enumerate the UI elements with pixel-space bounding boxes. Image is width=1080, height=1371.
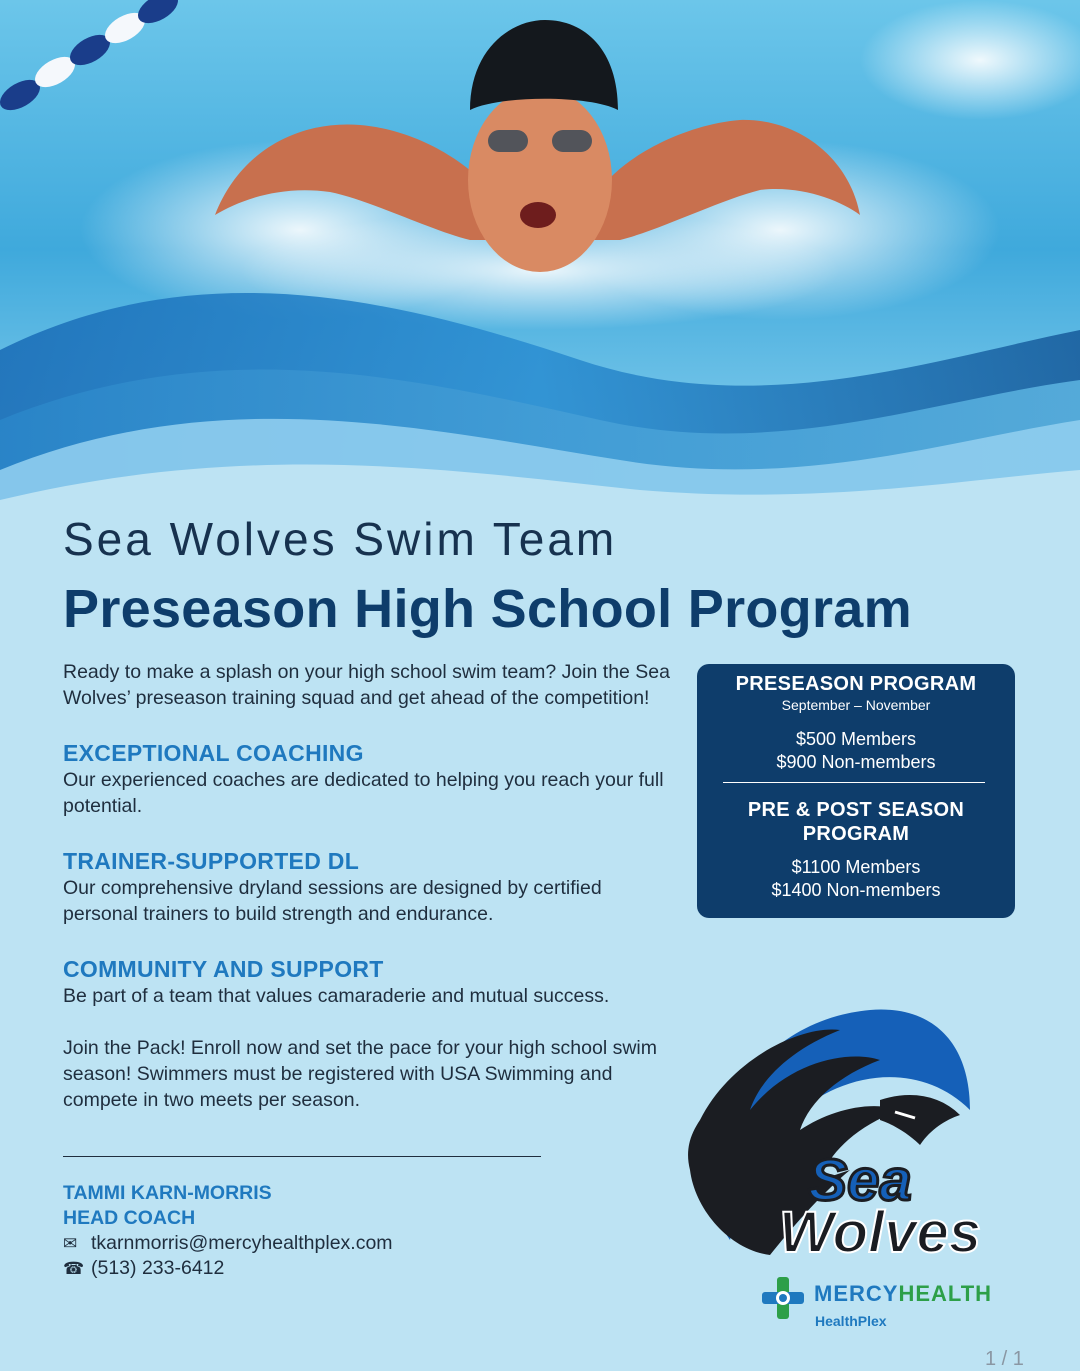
pre-post-heading-line2: PROGRAM	[802, 823, 910, 845]
pricing-divider	[723, 782, 985, 783]
mercy-brand	[814, 1281, 992, 1307]
page-indicator: 1 / 1	[985, 1348, 1024, 1370]
pre-post-pricing	[697, 798, 1015, 902]
mercy-cross-icon	[760, 1275, 806, 1321]
coach-name: TAMMI KARN-MORRIS	[63, 1182, 272, 1204]
phone-row[interactable]	[63, 1256, 393, 1281]
envelope-icon: ✉	[63, 1234, 78, 1253]
logo-line1: Sea	[808, 1148, 912, 1213]
program-description	[63, 659, 673, 1113]
pre-post-member-price: $1100 Members	[791, 857, 921, 877]
mercy-health-logo	[760, 1270, 1030, 1335]
coach-email[interactable]: tkarnmorris@mercyhealthplex.com	[91, 1232, 393, 1254]
contact-block	[63, 1181, 393, 1281]
telephone-icon: ☎	[63, 1259, 85, 1278]
pre-post-nonmember-price: $1400 Non-members	[771, 880, 941, 900]
hero-swimmer-photo	[0, 0, 1080, 500]
pre-post-heading-line1: PRE & POST SEASON	[747, 799, 965, 821]
page-subtitle: Sea Wolves Swim Team	[63, 513, 618, 565]
mercy-brand-part1: MERCY	[814, 1281, 899, 1306]
sea-wolves-logo	[670, 1000, 1030, 1270]
pricing-box	[697, 664, 1015, 918]
page-title: Preseason High School Program	[63, 579, 912, 639]
logo-line2: Wolves	[778, 1200, 982, 1265]
section-body-dryland: Our comprehensive dryland sessions are designed by certified personal trainers to build strength and endurance.	[63, 877, 602, 925]
preseason-member-price: $500 Members	[795, 729, 917, 749]
section-heading-dryland: TRAINER-SUPPORTED DL	[63, 848, 360, 874]
mercy-brand-part2: HEALTH	[898, 1281, 993, 1306]
preseason-heading: PRESEASON PROGRAM	[735, 673, 977, 695]
email-row[interactable]	[63, 1231, 393, 1256]
mercy-healthplex: HealthPlex	[815, 1313, 887, 1329]
preseason-nonmember-price: $900 Non-members	[776, 752, 936, 772]
closing-text: Join the Pack! Enroll now and set the pace for your high school swim season! Swimmers must be registered with USA Swimming and compete in two meets per season.	[63, 1037, 657, 1111]
coach-phone[interactable]: (513) 233-6412	[91, 1257, 225, 1279]
section-body-community: Be part of a team that values camaraderie and mutual success.	[63, 985, 610, 1007]
section-heading-coaching: EXCEPTIONAL COACHING	[63, 740, 364, 766]
section-heading-community: COMMUNITY AND SUPPORT	[63, 956, 384, 982]
section-body-coaching: Our experienced coaches are dedicated to helping you reach your full potential.	[63, 769, 664, 817]
contact-divider	[63, 1156, 541, 1157]
preseason-dates: September – November	[781, 697, 931, 713]
coach-role: HEAD COACH	[63, 1207, 196, 1229]
preseason-pricing	[697, 672, 1015, 774]
intro-text: Ready to make a splash on your high school swim team? Join the Sea Wolves’ preseason training squad and get ahead of the competition!	[63, 661, 670, 709]
